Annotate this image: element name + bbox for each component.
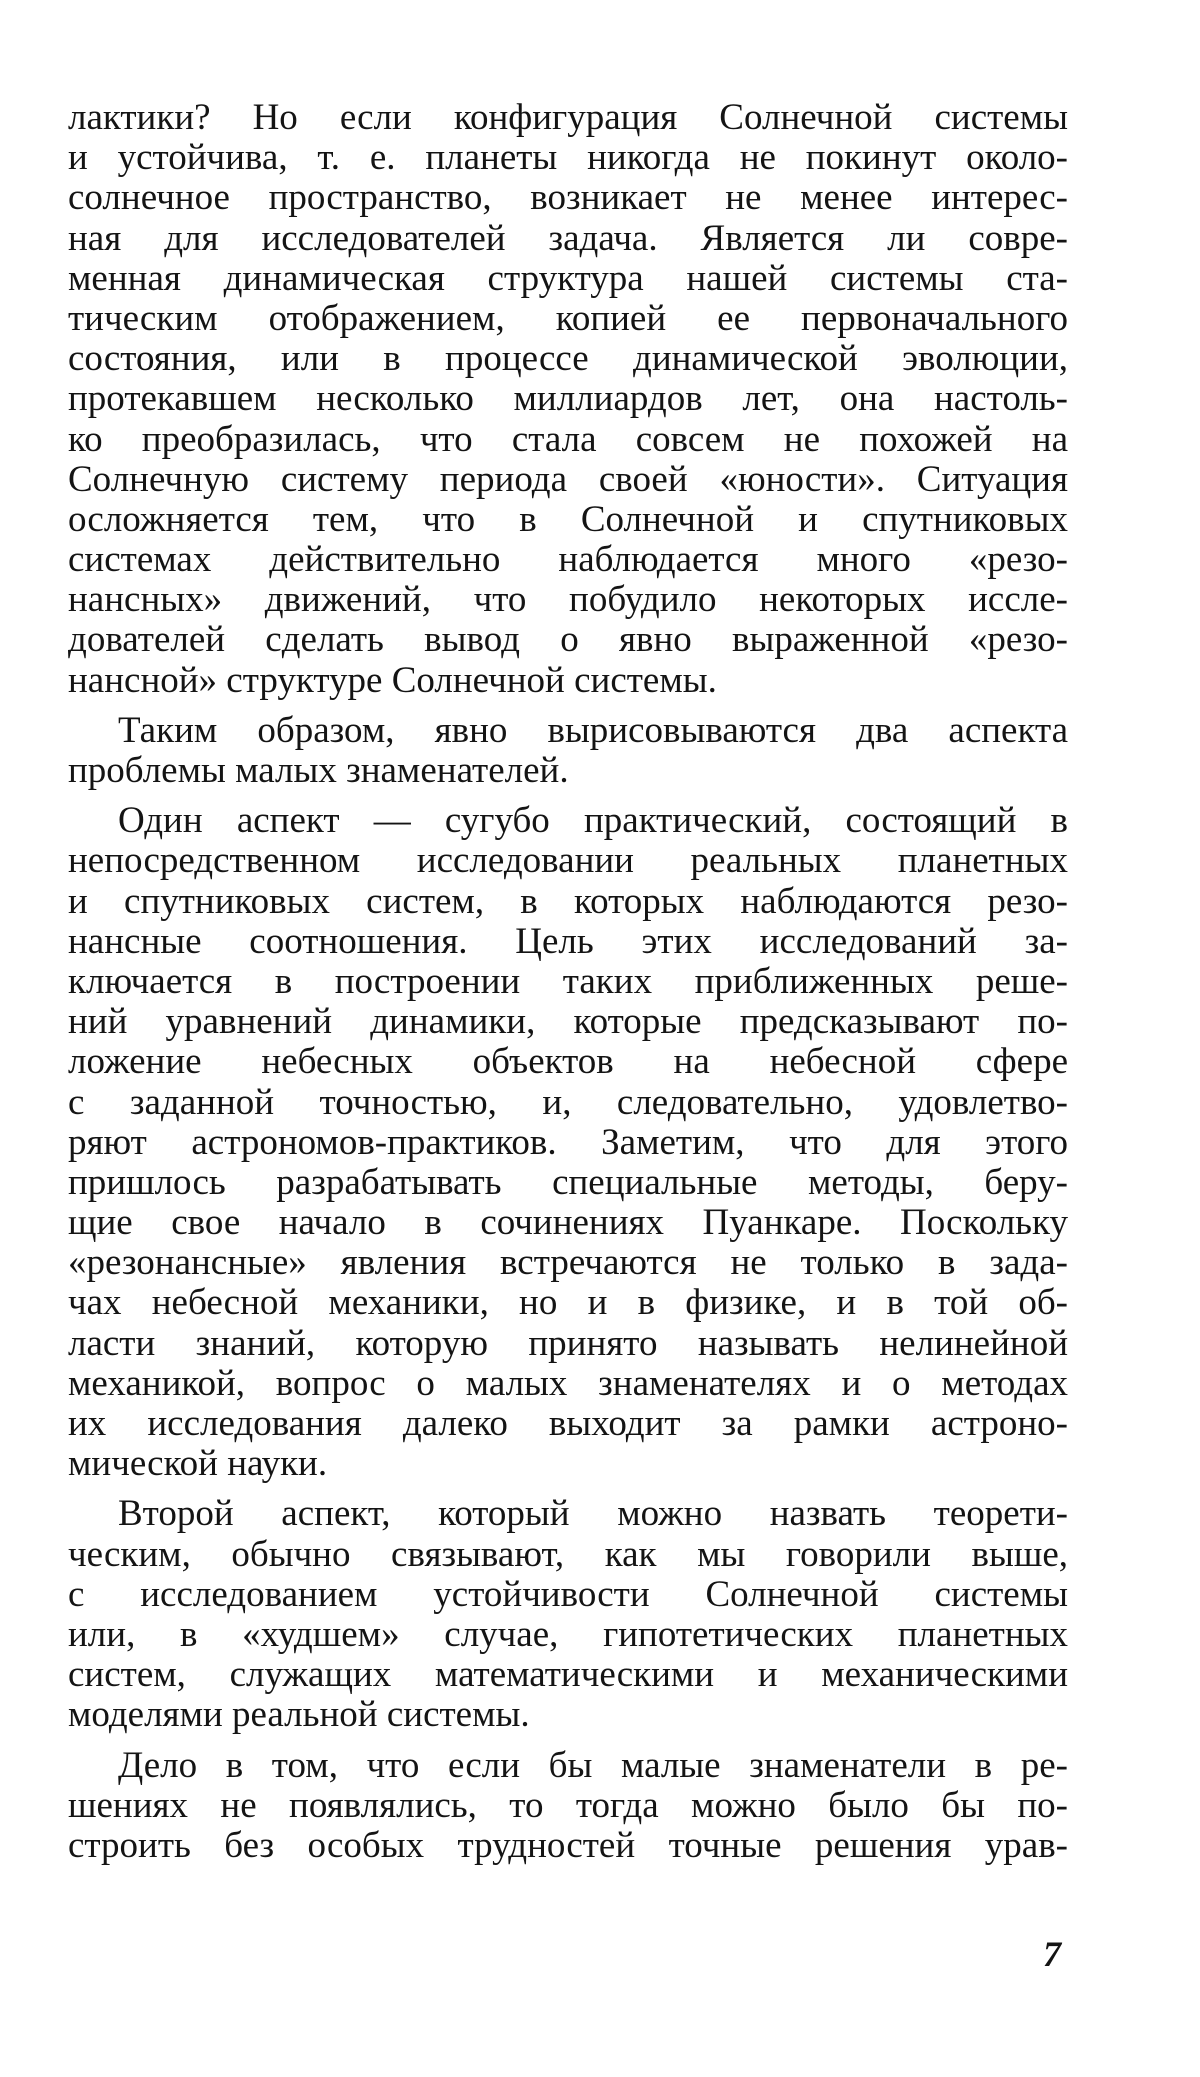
text-line: нансной» структуре Солнечной системы. — [68, 659, 717, 701]
text-line: ряют астрономов-практиков. Заметим, что для этого — [68, 1121, 1068, 1163]
text-line: нансные соотношения. Цель этих исследований за- — [68, 920, 1068, 962]
text-line: ласти знаний, которую принято называть нелинейной — [68, 1322, 1068, 1364]
text-line: их исследования далеко выходит за рамки астроно- — [68, 1403, 1068, 1444]
text-line: чах небесной механики, но и в физике, и в той об- — [68, 1282, 1068, 1324]
text-line: ко преобразилась, что стала совсем не похожей на — [68, 418, 1068, 460]
text-line: и спутниковых систем, в которых наблюдаются резо- — [68, 880, 1068, 922]
text-line: состояния, или в процессе динамической эволюции, — [68, 338, 1068, 380]
text-line: Солнечную систему периода своей «юности». Ситуация — [68, 458, 1068, 500]
text-line: непосредственном исследовании реальных планетных — [68, 840, 1068, 882]
paragraph — [68, 801, 1068, 1484]
text-line: Дело в том, что если бы малые знаменатели в ре- — [118, 1744, 1068, 1786]
text-line: шениях не появлялись, то тогда можно было бы по- — [68, 1784, 1068, 1826]
text-line: тическим отображением, копией ее первоначального — [68, 297, 1068, 339]
text-line: систем, служащих математическими и механическими — [68, 1654, 1068, 1696]
text-line: солнечное пространство, возникает не менее интерес- — [68, 177, 1068, 219]
paragraph — [68, 1494, 1068, 1735]
text-line: менная динамическая структура нашей системы ста- — [68, 257, 1068, 299]
text-line: с заданной точностью, и, следовательно, удовлетво- — [68, 1081, 1068, 1123]
text-line: осложняется тем, что в Солнечной и спутниковых — [68, 498, 1068, 540]
text-line: ная для исследователей задача. Является ли совре- — [68, 217, 1068, 259]
text-line: дователей сделать вывод о явно выраженной «резо- — [68, 619, 1068, 661]
text-line: лактики? Но если конфигурация Солнечной системы — [68, 97, 1068, 138]
paragraph — [68, 711, 1068, 791]
text-line: системах действительно наблюдается много «резо- — [68, 539, 1068, 581]
text-line: с исследованием устойчивости Солнечной системы — [68, 1573, 1068, 1615]
paragraph — [68, 98, 1068, 701]
paragraph — [68, 1746, 1068, 1867]
text-line: Один аспект — сугубо практический, состоящий в — [118, 800, 1068, 842]
text-line: ческим, обычно связывают, как мы говорили выше, — [68, 1533, 1068, 1575]
text-line: «резонансные» явления встречаются не только в зада- — [68, 1242, 1068, 1284]
text-line: нансных» движений, что побудило некоторых иссле- — [68, 579, 1068, 621]
text-line: механикой, вопрос о малых знаменателях и о методах — [68, 1362, 1068, 1404]
body-text — [68, 98, 1068, 1866]
text-line: строить без особых трудностей точные решения урав- — [68, 1824, 1068, 1866]
text-line: Второй аспект, который можно назвать теорети- — [118, 1493, 1068, 1535]
text-line: моделями реальной системы. — [68, 1694, 530, 1736]
text-line: проблемы малых знаменателей. — [68, 750, 569, 791]
text-line: ний уравнений динамики, которые предсказывают по- — [68, 1001, 1068, 1043]
text-line: или, в «худшем» случае, гипотетических планетных — [68, 1613, 1068, 1655]
text-line: ложение небесных объектов на небесной сфере — [68, 1041, 1068, 1083]
text-line: мической науки. — [68, 1443, 328, 1485]
text-line: и устойчива, т. е. планеты никогда не покинут около- — [68, 137, 1068, 179]
page-number: 7 — [1043, 1934, 1061, 1974]
text-line: протекавшем несколько миллиардов лет, она настоль- — [68, 378, 1068, 420]
paragraph-gap — [68, 1736, 1068, 1746]
text-line: ключается в построении таких приближенных реше- — [68, 960, 1068, 1002]
text-line: пришлось разрабатывать специальные методы, беру- — [68, 1161, 1068, 1203]
text-line: щие свое начало в сочинениях Пуанкаре. Поскольку — [68, 1202, 1068, 1244]
text-line: Таким образом, явно вырисовываются два аспекта — [118, 709, 1068, 751]
